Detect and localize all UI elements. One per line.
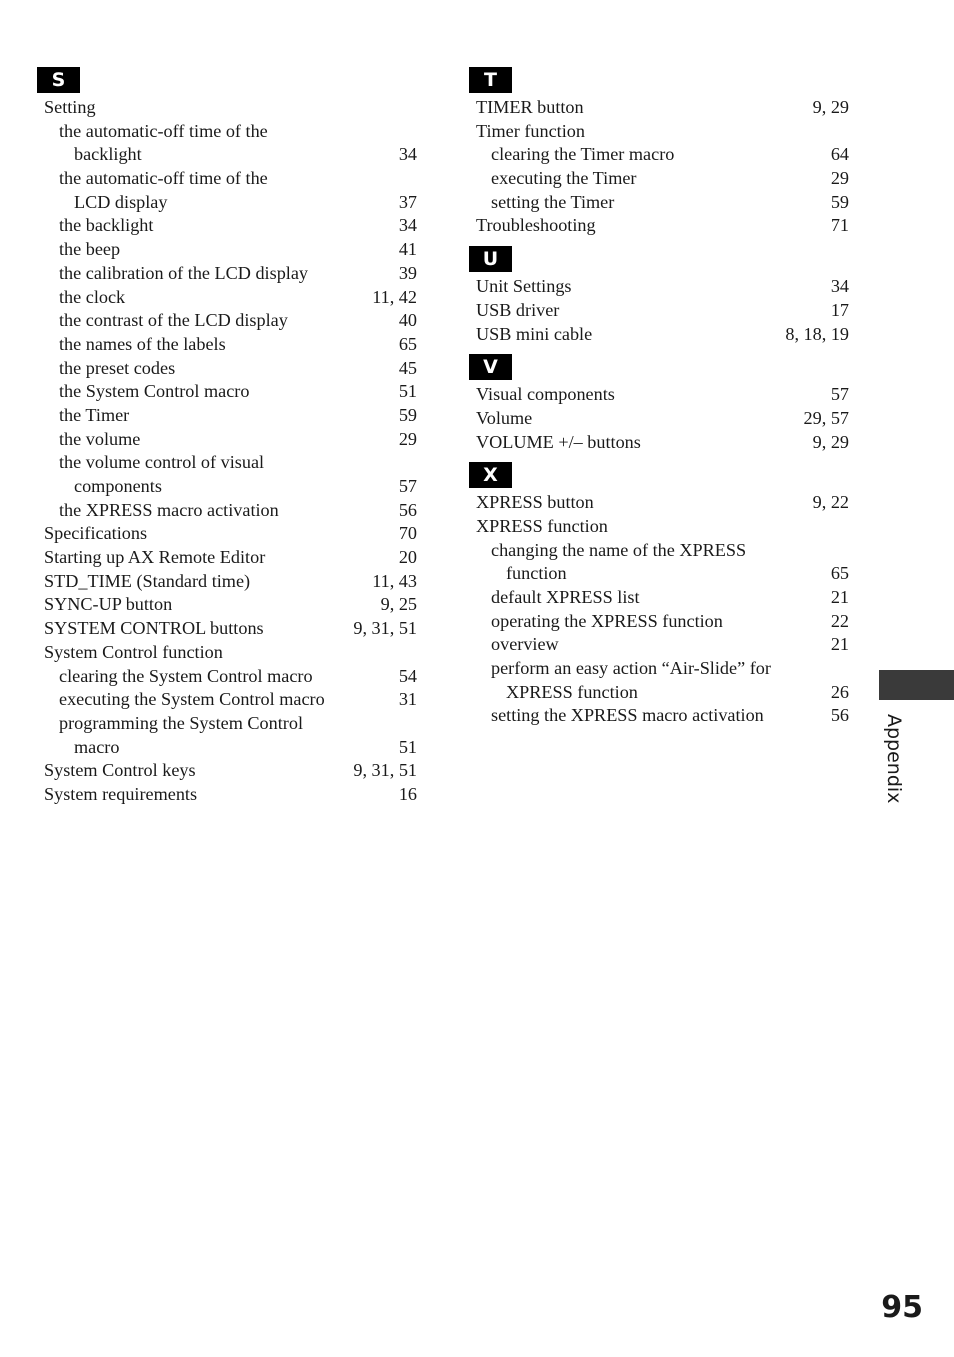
index-entry-pages: 64 [830, 144, 849, 165]
index-entry-text: SYSTEM CONTROL buttons [44, 618, 264, 639]
index-entry-text: setting the Timer [491, 191, 615, 212]
index-entry-pages: 20 [398, 547, 417, 568]
index-entry-pages: 57 [830, 384, 849, 405]
index-entry-pages: 9, 31, 51 [353, 760, 417, 781]
appendix-tab-label: Appendix [883, 714, 905, 804]
index-entry-pages: 56 [830, 705, 849, 726]
index-entry [469, 681, 849, 705]
index-column-left [37, 67, 417, 815]
entries-s [37, 96, 417, 807]
index-section-u [469, 246, 849, 346]
index-entry [37, 120, 417, 144]
index-entry [469, 586, 849, 610]
index-entry-pages: 41 [398, 239, 417, 260]
index-entry [37, 522, 417, 546]
index-entry-pages: 26 [830, 681, 849, 702]
index-entry-pages: 34 [398, 144, 417, 165]
entries-v [469, 383, 849, 454]
index-entry [37, 570, 417, 594]
index-entry-text: XPRESS function [506, 681, 638, 702]
index-entry-text: default XPRESS list [491, 587, 640, 607]
index-entry [469, 704, 849, 728]
index-entry-text: the Timer [59, 404, 130, 425]
index-entry [469, 610, 849, 634]
index-entry-pages: 9, 29 [812, 97, 849, 117]
index-entry-text: Timer function [476, 120, 585, 141]
index-entry-text: Specifications [44, 523, 148, 544]
index-entry-pages: 59 [830, 191, 849, 212]
index-entry-text: components [74, 476, 162, 496]
index-entry-pages: 65 [398, 333, 417, 354]
index-entry-text: System Control function [44, 641, 223, 662]
index-entry-pages: 29 [398, 428, 417, 449]
index-entry [469, 214, 849, 238]
index-entry [37, 238, 417, 262]
index-entry-pages: 9, 25 [380, 594, 417, 615]
index-entry [37, 546, 417, 570]
index-entry-pages: 34 [830, 276, 849, 297]
entries-u [469, 275, 849, 346]
index-entry [37, 380, 417, 404]
index-entry-pages: 71 [830, 215, 849, 236]
index-entry-pages: 65 [830, 563, 849, 584]
index-entry [37, 286, 417, 310]
index-entry [469, 383, 849, 407]
index-entry-text: Volume [476, 407, 533, 428]
index-entry-pages: 29, 57 [803, 407, 849, 428]
index-entry-text: operating the XPRESS function [491, 610, 723, 631]
index-entry-text: overview [491, 634, 559, 655]
index-entry-text: executing the System Control macro [59, 689, 325, 710]
index-entry-pages: 56 [398, 499, 417, 520]
index-entry-pages: 45 [398, 357, 417, 378]
index-entry-text: setting the XPRESS macro activation [491, 705, 764, 726]
index-entry-text: XPRESS button [476, 492, 594, 513]
index-entry-text: the calibration of the LCD display [59, 262, 309, 283]
index-entry-text: TIMER button [476, 97, 584, 117]
index-entry-text: USB driver [476, 299, 560, 320]
index-section-t [469, 67, 849, 238]
index-entry [37, 736, 417, 760]
index-entry-text: STD_TIME (Standard time) [44, 570, 251, 591]
index-section-x [469, 462, 849, 728]
index-entry-text: Unit Settings [476, 276, 572, 297]
index-entry-pages: 51 [398, 381, 417, 402]
index-entry-text: the clock [59, 286, 126, 307]
index-entry [37, 404, 417, 428]
index-entry-text: the XPRESS macro activation [59, 499, 279, 520]
section-letter-s: S [37, 67, 80, 93]
index-entry-text: VOLUME +/– buttons [476, 431, 641, 452]
index-entry-text: programming the System Control [59, 712, 303, 733]
index-entry [37, 688, 417, 712]
index-entry-text: Visual components [476, 384, 615, 405]
index-entry-text: backlight [74, 144, 142, 165]
index-entry-pages: 70 [398, 523, 417, 544]
index-entry-text: the volume control of visual [59, 452, 265, 473]
index-entry [37, 593, 417, 617]
index-entry [37, 665, 417, 689]
index-entry-pages: 37 [398, 191, 417, 212]
index-entry-text: LCD display [74, 191, 168, 212]
index-entry-text: changing the name of the XPRESS [491, 539, 747, 560]
index-entry [469, 323, 849, 347]
index-entry [37, 191, 417, 215]
index-entry-text: SYNC-UP button [44, 594, 173, 615]
index-entry [37, 783, 417, 807]
index-entry-pages: 34 [398, 215, 417, 236]
index-entry-pages: 31 [398, 689, 417, 710]
index-entry [37, 641, 417, 665]
index-entry [469, 407, 849, 431]
index-entry [37, 309, 417, 333]
index-entry-text: function [506, 563, 567, 584]
index-entry [37, 759, 417, 783]
index-entry-pages: 17 [830, 299, 849, 320]
index-entry-pages: 11, 42 [372, 286, 417, 307]
index-entry-pages: 29 [830, 168, 849, 189]
index-entry-text: Starting up AX Remote Editor [44, 547, 266, 568]
index-entry [37, 617, 417, 641]
index-entry-text: the preset codes [59, 357, 176, 378]
index-entry-pages: 51 [398, 736, 417, 757]
index-entry [469, 143, 849, 167]
appendix-tab-marker [879, 670, 954, 700]
index-entry [469, 275, 849, 299]
index-entry [37, 475, 417, 499]
index-section-v [469, 354, 849, 454]
index-entry-pages: 16 [398, 783, 417, 804]
index-entry-text: clearing the Timer macro [491, 144, 675, 165]
index-section-s [37, 67, 417, 807]
index-entry [469, 562, 849, 586]
index-entry-text: perform an easy action “Air-Slide” for [491, 658, 771, 679]
index-entry [37, 499, 417, 523]
index-entry-text: Troubleshooting [476, 215, 596, 236]
index-entry-pages: 40 [398, 310, 417, 331]
index-entry [37, 143, 417, 167]
index-entry-text: System requirements [44, 783, 198, 804]
index-entry [37, 712, 417, 736]
index-entry [37, 333, 417, 357]
index-entry [469, 299, 849, 323]
section-letter-u: U [469, 246, 512, 272]
index-entry-text: macro [74, 736, 120, 757]
index-entry-pages: 59 [398, 404, 417, 425]
index-entry [37, 167, 417, 191]
index-entry [37, 214, 417, 238]
section-letter-t: T [469, 67, 512, 93]
index-entry [469, 167, 849, 191]
index-entry-pages: 9, 22 [812, 492, 849, 513]
index-entry-text: the backlight [59, 215, 154, 236]
index-entry-pages: 39 [398, 262, 417, 283]
index-entry [469, 96, 849, 120]
index-entry-text: USB mini cable [476, 323, 593, 344]
index-entry [37, 451, 417, 475]
index-entry [37, 428, 417, 452]
page-number: 95 [881, 1290, 923, 1325]
index-entry-text: the System Control macro [59, 381, 250, 402]
index-entry-pages: 21 [830, 587, 849, 607]
index-entry [469, 633, 849, 657]
index-entry [469, 515, 849, 539]
index-entry-text: clearing the System Control macro [59, 665, 313, 686]
index-entry-text: the automatic-off time of the [59, 120, 268, 141]
index-column-right [469, 67, 849, 736]
index-entry-pages: 21 [830, 634, 849, 655]
index-entry-pages: 57 [398, 476, 417, 496]
section-letter-v: V [469, 354, 512, 380]
entries-x [469, 491, 849, 728]
index-entry [37, 262, 417, 286]
index-entry [37, 96, 417, 120]
index-entry-text: the automatic-off time of the [59, 168, 268, 189]
index-entry [469, 657, 849, 681]
index-entry-text: System Control keys [44, 760, 196, 781]
index-entry [469, 539, 849, 563]
index-entry-text: the beep [59, 239, 121, 260]
index-entry-text: XPRESS function [476, 515, 608, 536]
entries-t [469, 96, 849, 238]
index-entry-text: executing the Timer [491, 168, 637, 189]
index-entry [469, 120, 849, 144]
index-entry-text: Setting [44, 97, 96, 117]
index-entry-text: the contrast of the LCD display [59, 310, 288, 331]
index-entry-pages: 9, 31, 51 [353, 618, 417, 639]
index-entry [469, 191, 849, 215]
index-entry-pages: 9, 29 [812, 431, 849, 452]
index-entry [37, 357, 417, 381]
section-letter-x: X [469, 462, 512, 488]
index-entry-pages: 22 [830, 610, 849, 631]
index-entry-text: the volume [59, 428, 141, 449]
index-entry-text: the names of the labels [59, 333, 226, 354]
index-entry [469, 431, 849, 455]
index-entry [469, 491, 849, 515]
index-entry-pages: 8, 18, 19 [785, 323, 849, 344]
index-entry-pages: 54 [398, 665, 417, 686]
index-entry-pages: 11, 43 [372, 570, 417, 591]
